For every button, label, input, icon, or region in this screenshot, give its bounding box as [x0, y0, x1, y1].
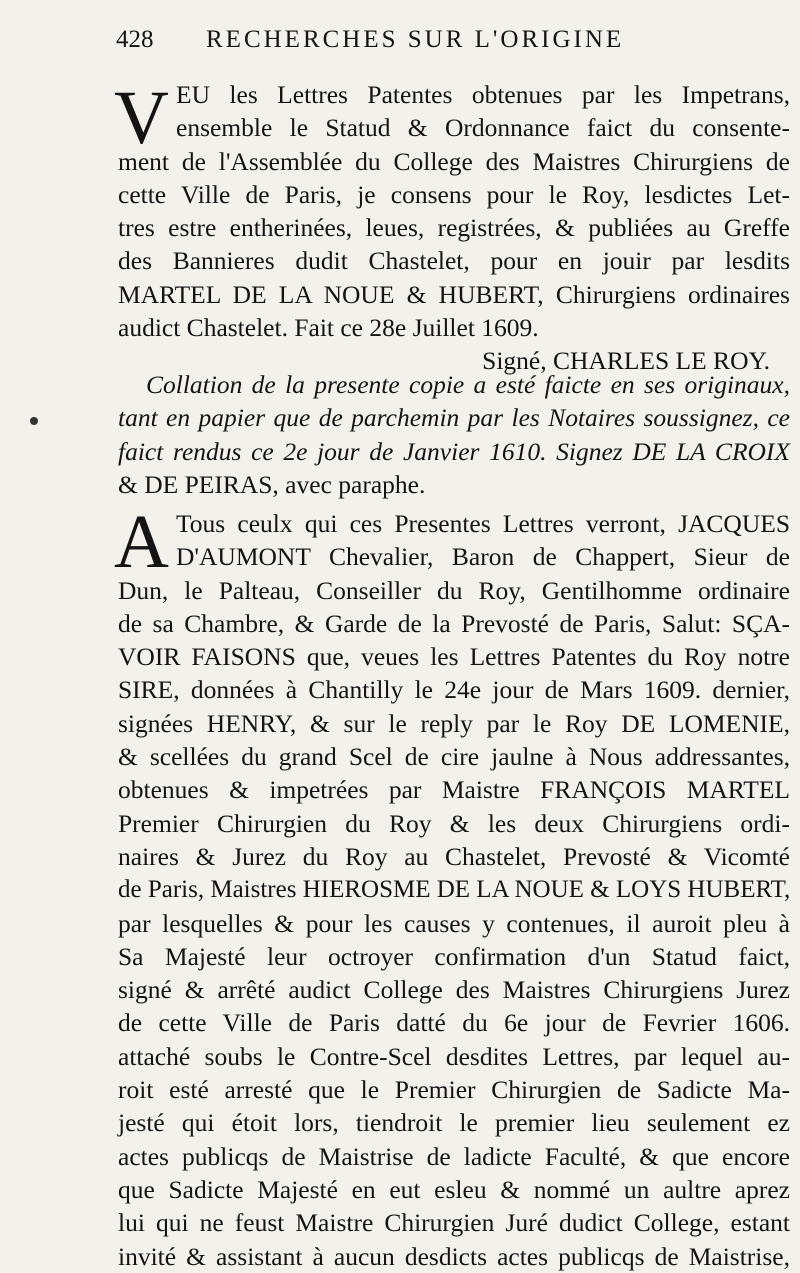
text-line: & scellées du grand Scel de cire jaulne à Nous addressantes,	[118, 742, 790, 772]
text-line: & DE PEIRAS, avec paraphe.	[118, 469, 426, 499]
paragraph-collation	[118, 368, 790, 501]
text-line: EU les Lettres Patentes obtenues par les Impetrans,	[176, 80, 790, 109]
text-line: obtenues & impetrées par Maistre FRANÇOIS MARTEL	[118, 775, 790, 805]
text-line: actes publicqs de Maistrise de ladicte Faculté, & que encore	[118, 1141, 790, 1171]
running-header	[116, 26, 786, 66]
text-line: Tous ceulx qui ces Presentes Lettres verront, JACQUES	[176, 509, 790, 538]
page-number: 428	[116, 26, 154, 53]
text-line: tant en papier que de parchemin par les Notaires soussignez, ce	[118, 403, 790, 433]
text-line: de sa Chambre, & Garde de la Prevosté de Paris, Salut: SÇA-	[118, 608, 790, 638]
running-title: RECHERCHES SUR L'ORIGINE	[206, 26, 625, 53]
text-line: jesté qui étoit lors, tiendroit le premier lieu seulement ez	[118, 1108, 790, 1138]
text-line: que Sadicte Majesté en eut esleu & nommé un aultre aprez	[118, 1174, 790, 1204]
text-line: cette Ville de Paris, je consens pour le Roy, lesdictes Let-	[118, 179, 790, 209]
text-line: des Bannieres dudit Chastelet, pour en jouir par lesdits	[118, 246, 790, 276]
text-line: de Paris, Maistres HIEROSME DE LA NOUE & LOYS HUBERT,	[118, 876, 791, 904]
text-line: tres estre entherinées, leues, registrées, & publiées au Greffe	[118, 213, 790, 243]
text-line: MARTEL DE LA NOUE & HUBERT, Chirurgiens ordinaires	[118, 279, 790, 309]
text-line: VOIR FAISONS que, veues les Lettres Patentes du Roy notre	[118, 642, 790, 672]
text-line: attaché soubs le Contre-Scel desdites Lettres, par lequel au-	[118, 1041, 790, 1071]
text-line: roit esté arresté que le Premier Chirurgien de Sadicte Ma-	[118, 1075, 790, 1105]
text-line: Dun, le Palteau, Conseiller du Roy, Gentilhomme ordinaire	[118, 575, 790, 605]
text-line: Sa Majesté leur octroyer confirmation d'un Statud faict,	[118, 941, 790, 971]
text-line: signées HENRY, & sur le reply par le Roy DE LOMENIE,	[118, 708, 790, 738]
margin-mark	[30, 417, 38, 425]
text-line: faict rendus ce 2e jour de Janvier 1610. Signez DE LA CROIX	[118, 436, 790, 466]
text-line: D'AUMONT Chevalier, Baron de Chappert, Sieur de	[176, 542, 790, 572]
text-line: ment de l'Assemblée du College des Maistres Chirurgiens de	[118, 146, 790, 176]
paragraph-decree	[118, 507, 790, 1273]
signature-line: Signé, CHARLES LE ROY.	[482, 346, 770, 376]
text-line: signé & arrêté audict College des Maistres Chirurgiens Jurez	[118, 975, 790, 1005]
text-line: invité & assistant à aucun desdicts actes publicqs de Maistrise,	[118, 1241, 790, 1271]
text-line: lui qui ne feust Maistre Chirurgien Juré dudict College, estant	[118, 1208, 790, 1238]
paragraph-letters-patent	[118, 78, 790, 378]
text-line: SIRE, données à Chantilly le 24e jour de Mars 1609. dernier,	[118, 675, 790, 705]
text-line: naires & Jurez du Roy au Chastelet, Prevosté & Vicomté	[118, 841, 790, 871]
drop-cap-v: V	[114, 76, 169, 160]
text-line: Premier Chirurgien du Roy & les deux Chirurgiens ordi-	[118, 808, 790, 838]
text-line: ensemble le Statud & Ordonnance faict du consente-	[176, 113, 790, 143]
drop-cap-a: A	[114, 500, 169, 584]
text-line: audict Chastelet. Fait ce 28e Juillet 1609.	[118, 313, 539, 343]
text-line: Collation de la presente copie a esté faicte en ses originaux,	[146, 370, 790, 399]
text-line: de cette Ville de Paris datté du 6e jour de Fevrier 1606.	[118, 1008, 790, 1038]
text-line: par lesquelles & pour les causes y contenues, il auroit pleu à	[118, 908, 790, 938]
